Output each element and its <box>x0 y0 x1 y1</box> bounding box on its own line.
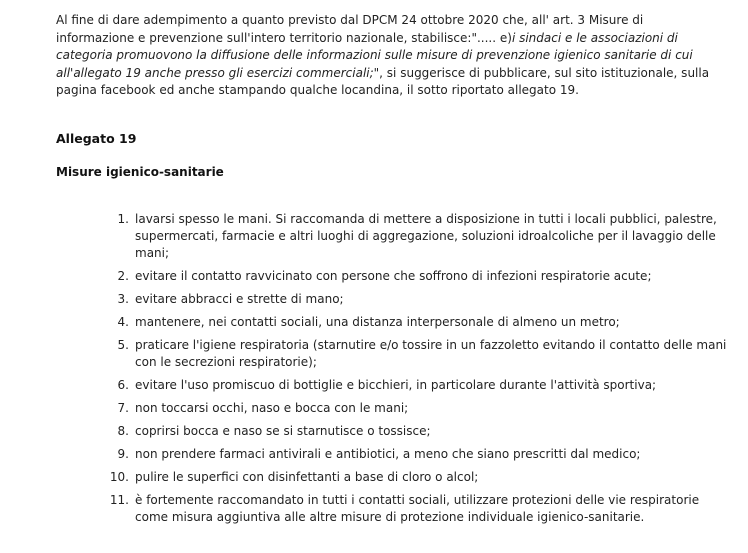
list-item-number: 10. <box>109 470 129 484</box>
list-item-text: praticare l'igiene respiratoria (starnutire e/o tossire in un fazzoletto evitando il contatto delle mani con le secrezioni respiratorie); <box>135 338 727 369</box>
list-item-number: 3. <box>117 292 129 306</box>
list-item <box>117 337 730 371</box>
list-item-text: pulire le superfici con disinfettanti a base di cloro o alcol; <box>135 470 479 484</box>
list-item-number: 6. <box>117 378 129 392</box>
list-item <box>117 423 730 440</box>
measures-list <box>109 211 730 532</box>
list-item-text: evitare il contatto ravvicinato con persone che soffrono di infezioni respiratorie acute; <box>135 269 652 283</box>
intro-quoted-text: i sindaci e le associazioni di categoria promuovono la diffusione delle informazioni sulle misure di prevenzione igienico sanitarie di cui all'allegato 19 anche presso gli esercizi commerciali; <box>56 30 693 80</box>
list-item-text: mantenere, nei contatti sociali, una distanza interpersonale di almeno un metro; <box>135 315 620 329</box>
allegato-title: Allegato 19 <box>56 131 137 146</box>
list-item-number: 11. <box>109 493 129 507</box>
list-item-text: coprirsi bocca e naso se si starnutisce o tossisce; <box>135 424 431 438</box>
list-item <box>117 377 730 394</box>
list-item-text: è fortemente raccomandato in tutti i contatti sociali, utilizzare protezioni delle vie respiratorie come misura aggiuntiva alle altre misure di protezione individuale igienico-sanitarie. <box>135 493 700 524</box>
list-item-number: 5. <box>117 338 129 352</box>
list-item-number: 9. <box>117 447 129 461</box>
list-item <box>117 211 730 262</box>
list-item-text: lavarsi spesso le mani. Si raccomanda di mettere a disposizione in tutti i locali pubblici, palestre, supermercati, farmacie e altri luoghi di aggregazione, soluzioni idroalcoliche per il lavaggio delle mani; <box>135 212 717 260</box>
intro-paragraph <box>56 12 724 100</box>
list-item <box>109 492 730 526</box>
list-item-text: evitare abbracci e strette di mano; <box>135 292 344 306</box>
list-item-number: 1. <box>117 212 129 226</box>
section-title: Misure igienico-sanitarie <box>56 165 224 179</box>
list-item-number: 4. <box>117 315 129 329</box>
intro-text-end: ", si suggerisce di pubblicare, sul sito istituzionale, sulla pagina facebook ed anche stampando qualche locandina, il sotto riportato allegato 19. <box>56 65 710 97</box>
list-item <box>117 268 730 285</box>
list-item-number: 8. <box>117 424 129 438</box>
list-item-number: 7. <box>117 401 129 415</box>
list-item-text: evitare l'uso promiscuo di bottiglie e bicchieri, in particolare durante l'attività sportiva; <box>135 378 657 392</box>
list-item <box>117 400 730 417</box>
list-item <box>109 469 730 486</box>
list-item-text: non toccarsi occhi, naso e bocca con le mani; <box>135 401 409 415</box>
list-item <box>117 314 730 331</box>
list-item-number: 2. <box>117 269 129 283</box>
list-item <box>117 291 730 308</box>
list-item-text: non prendere farmaci antivirali e antibiotici, a meno che siano prescritti dal medico; <box>135 447 641 461</box>
intro-text-start: Al fine di dare adempimento a quanto previsto dal DPCM 24 ottobre 2020 che, all' art. 3 Misure di informazione e prevenzione sull'intero territorio nazionale, stabilisce:"..... e) <box>56 13 644 45</box>
list-item <box>117 446 730 463</box>
